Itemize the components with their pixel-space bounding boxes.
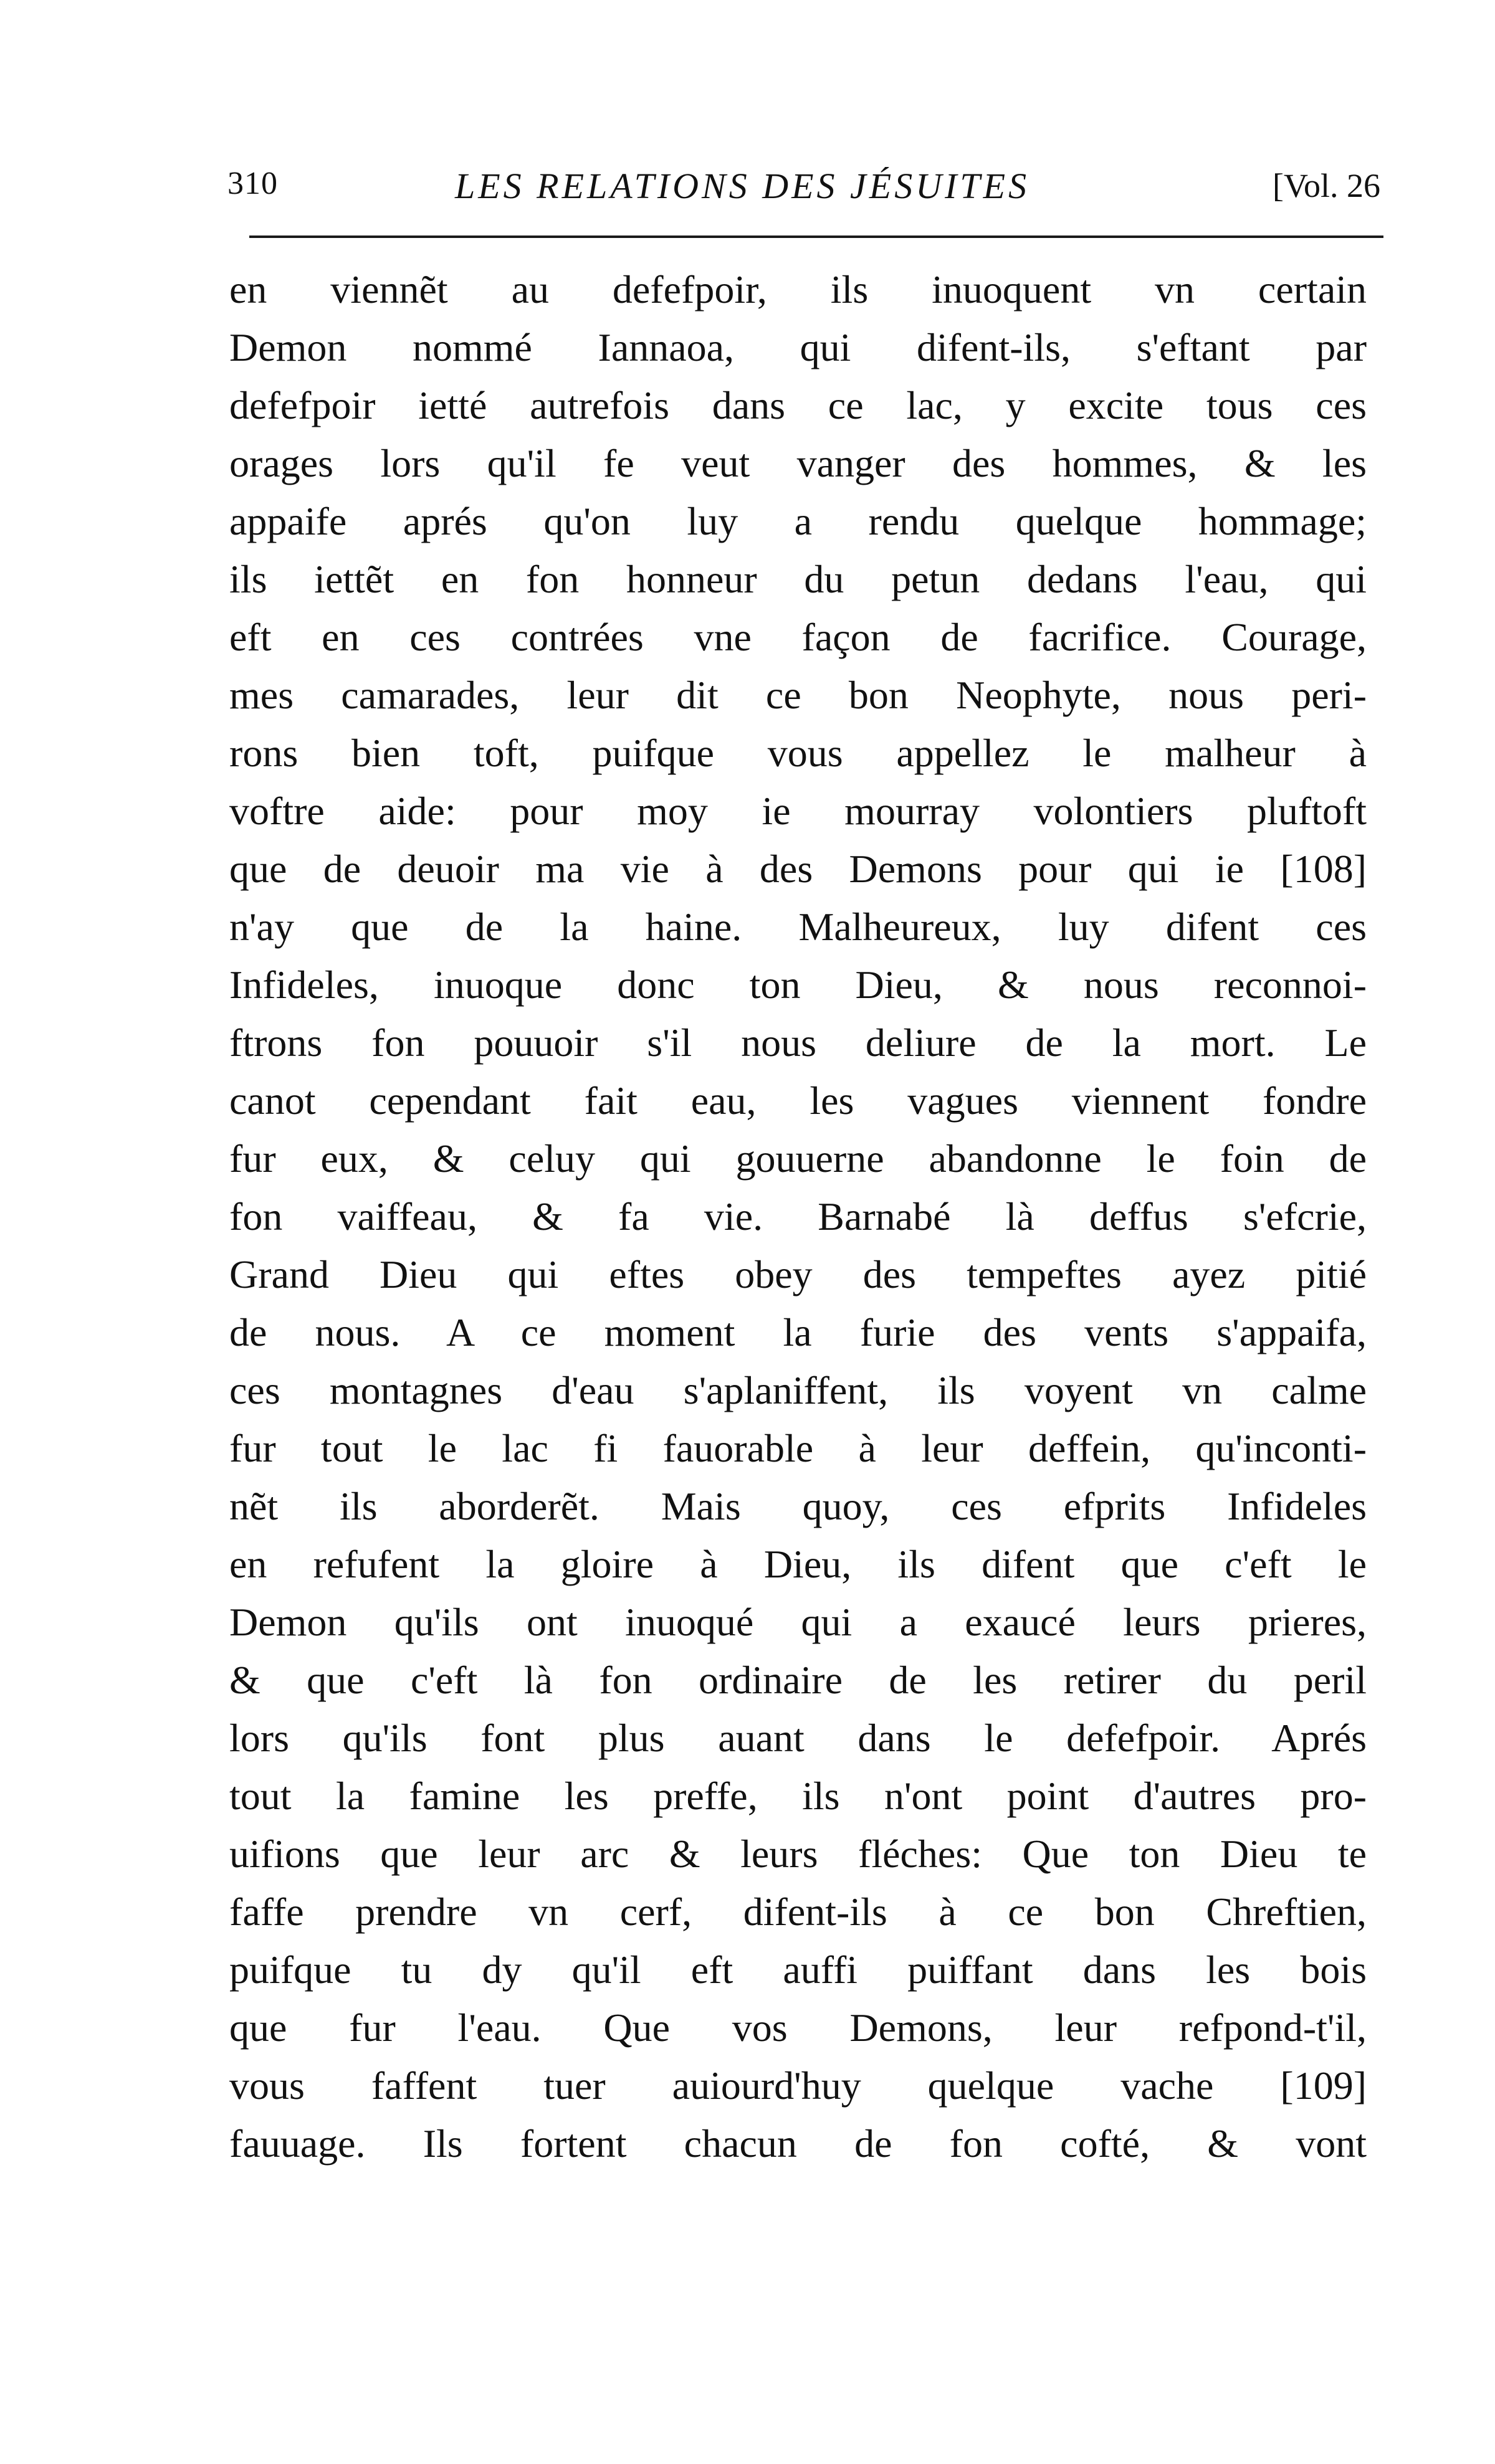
- text-line: mes camarades, leur dit ce bon Neophyte, nous peri-: [229, 673, 1367, 717]
- text-line: tout la famine les preffe, ils n'ont point d'autres pro-: [229, 1774, 1367, 1818]
- text-line: fur tout le lac fi fauorable à leur deffein, qu'inconti-: [229, 1426, 1367, 1470]
- text-line: appaife aprés qu'on luy a rendu quelque hommage;: [229, 499, 1367, 543]
- text-line: que de deuoir ma vie à des Demons pour qui ie [108]: [229, 847, 1367, 891]
- body-text: [229, 260, 1367, 2172]
- text-line: de nous. A ce moment la furie des vents s'appaifa,: [229, 1310, 1367, 1354]
- text-line: canot cependant fait eau, les vagues viennent fondre: [229, 1078, 1367, 1123]
- text-line: ftrons fon pouuoir s'il nous deliure de la mort. Le: [229, 1020, 1367, 1065]
- text-line: en viennẽt au defefpoir, ils inuoquent vn certain: [229, 267, 1367, 312]
- text-line: rons bien toft, puifque vous appellez le malheur à: [229, 731, 1367, 775]
- text-line: puifque tu dy qu'il eft auffi puiffant dans les bois: [229, 1948, 1367, 1992]
- text-line: fur eux, & celuy qui gouuerne abandonne le foin de: [229, 1136, 1367, 1181]
- text-line: que fur l'eau. Que vos Demons, leur refpond-t'il,: [229, 2005, 1367, 2050]
- text-line: ces montagnes d'eau s'aplaniffent, ils voyent vn calme: [229, 1368, 1367, 1412]
- page-number: 310: [227, 166, 278, 201]
- header-rule: [249, 235, 1383, 238]
- text-line: fon vaiffeau, & fa vie. Barnabé là deffus s'efcrie,: [229, 1194, 1367, 1239]
- text-line: faffe prendre vn cerf, difent-ils à ce bon Chreftien,: [229, 1890, 1367, 1934]
- text-line: ils iettẽt en fon honneur du petun dedans l'eau, qui: [229, 557, 1367, 601]
- text-line: defefpoir ietté autrefois dans ce lac, y excite tous ces: [229, 383, 1367, 427]
- text-line: uifions que leur arc & leurs fléches: Que ton Dieu te: [229, 1832, 1367, 1876]
- text-line: en refufent la gloire à Dieu, ils difent que c'eft le: [229, 1542, 1367, 1586]
- text-line: Demon qu'ils ont inuoqué qui a exaucé leurs prieres,: [229, 1600, 1367, 1644]
- text-line: Infideles, inuoque donc ton Dieu, & nous reconnoi-: [229, 963, 1367, 1007]
- text-line: orages lors qu'il fe veut vanger des hommes, & les: [229, 441, 1367, 485]
- text-line: nẽt ils aborderẽt. Mais quoy, ces efprits Infideles: [229, 1484, 1367, 1528]
- text-line: Grand Dieu qui eftes obey des tempeftes ayez pitié: [229, 1252, 1367, 1296]
- text-line: & que c'eft là fon ordinaire de les retirer du peril: [229, 1658, 1367, 1702]
- running-head: [227, 165, 1380, 221]
- volume-label: [Vol. 26: [1272, 167, 1380, 204]
- text-line: lors qu'ils font plus auant dans le defefpoir. Aprés: [229, 1716, 1367, 1760]
- text-line: voftre aide: pour moy ie mourray volontiers pluftoft: [229, 789, 1367, 833]
- text-line: Demon nommé Iannaoa, qui difent-ils, s'eftant par: [229, 325, 1367, 369]
- text-line: vous faffent tuer auiourd'huy quelque vache [109]: [229, 2063, 1367, 2108]
- text-line: eft en ces contrées vne façon de facrifice. Courage,: [229, 615, 1367, 659]
- text-line: fauuage. Ils fortent chacun de fon cofté, & vont: [229, 2121, 1367, 2166]
- text-line: n'ay que de la haine. Malheureux, luy difent ces: [229, 905, 1367, 949]
- running-title: LES RELATIONS DES JÉSUITES: [455, 166, 1030, 206]
